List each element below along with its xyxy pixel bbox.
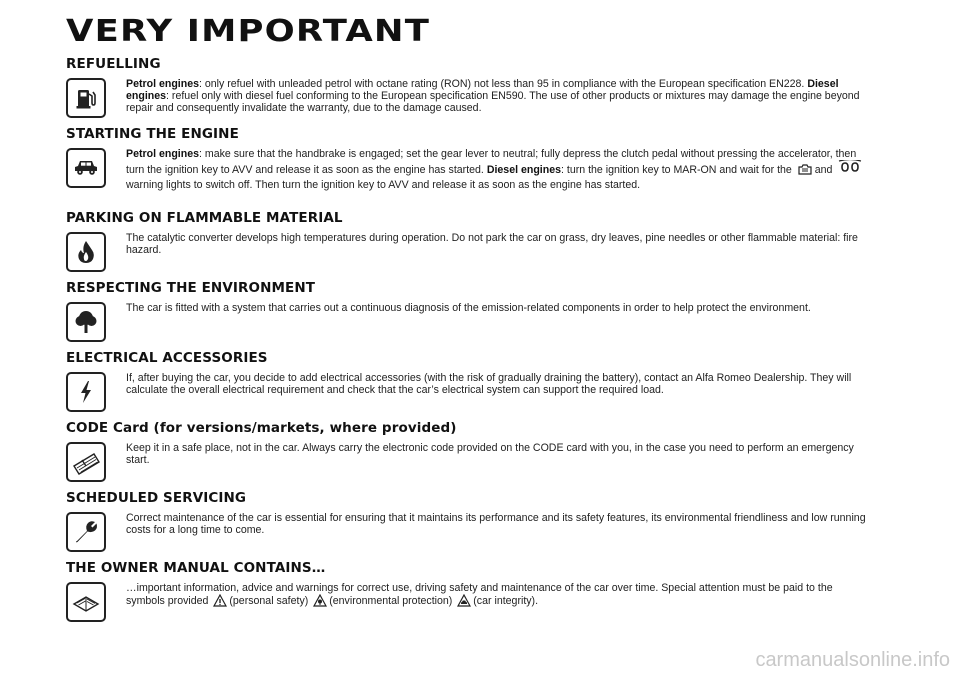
section-heading: ELECTRICAL ACCESSORIES	[66, 350, 268, 366]
section-text	[126, 582, 866, 610]
fire-icon	[66, 232, 106, 272]
text-span: (environmental protection)	[329, 595, 453, 607]
section-heading: SCHEDULED SERVICING	[66, 490, 247, 506]
car-integrity-icon	[457, 594, 471, 610]
glow-plug-icon	[837, 160, 863, 179]
section-heading: THE OWNER MANUAL CONTAINS…	[66, 560, 326, 576]
text-span: : refuel only with diesel fuel conforming to the European specification EN590. The use of other products or mixtures may damage the engine beyond repair and consequently invalidate the warranty, due to the damage caused.	[126, 90, 860, 114]
open-book-icon	[66, 582, 106, 622]
text-span: …important information, advice and warnings for correct use, driving safety and maintenance of the car over time. Special attention must be paid to the symbols provided	[126, 582, 833, 607]
page-title: VERY IMPORTANT	[66, 14, 431, 49]
fuel-pump-icon	[66, 78, 106, 118]
section-text	[126, 148, 866, 191]
car-icon	[66, 148, 106, 188]
section-text: If, after buying the car, you decide to add electrical accessories (with the risk of gradually draining the battery), contact an Alfa Romeo Dealership. They will calculate the overall electrical requirement and check that the car’s electrical system can support the required load.	[126, 372, 852, 396]
watermark: carmanualsonline.info	[755, 649, 950, 671]
section-owner-manual	[66, 560, 866, 610]
section-parking-flammable	[66, 210, 866, 256]
engine-warning-icon	[797, 163, 813, 179]
section-text: Keep it in a safe place, not in the car. Always carry the electronic code provided on the CODE card with you, in the case you need to perform an emergency start.	[126, 442, 854, 466]
section-heading: REFUELLING	[66, 56, 161, 72]
section-servicing	[66, 490, 866, 536]
code-card-icon	[66, 442, 106, 482]
text-span: (car integrity).	[473, 595, 539, 607]
text-span: (personal safety)	[229, 595, 309, 607]
wrench-icon	[66, 512, 106, 552]
section-heading: PARKING ON FLAMMABLE MATERIAL	[66, 210, 343, 226]
lightning-icon	[66, 372, 106, 412]
section-text: The car is fitted with a system that carries out a continuous diagnosis of the emission-related components in order to help protect the environment.	[126, 302, 811, 314]
section-starting-engine	[66, 126, 866, 191]
environment-protection-icon	[313, 594, 327, 610]
text-span: warning lights to switch off. Then turn the ignition key to AVV and release it as soon as the engine has started.	[126, 179, 641, 191]
personal-safety-icon	[213, 594, 227, 610]
section-heading: CODE Card (for versions/markets, where provided)	[66, 420, 457, 436]
bold-term: Diesel engines	[126, 78, 839, 102]
section-code-card	[66, 420, 866, 466]
bold-term: Diesel engines	[486, 164, 561, 176]
tree-icon	[66, 302, 106, 342]
section-electrical	[66, 350, 866, 396]
text-span: : turn the ignition key to MAR-ON and wait for the	[561, 164, 792, 176]
section-refuelling	[66, 56, 866, 114]
section-environment	[66, 280, 866, 314]
bold-term: Petrol engines	[126, 78, 199, 90]
section-text: Correct maintenance of the car is essential for ensuring that it maintains its performance and its safety features, its environmental friendliness and low running costs for a long time to come.	[126, 512, 866, 536]
section-heading: STARTING THE ENGINE	[66, 126, 239, 142]
text-span: : make sure that the handbrake is engaged; set the gear lever to neutral; fully depress the clutch pedal without pressing the accelerator, then turn the ignition key to AVV and release it as soon as the engine has started.	[126, 148, 857, 176]
text-span: and	[814, 164, 833, 176]
section-heading: RESPECTING THE ENVIRONMENT	[66, 280, 316, 296]
bold-term: Petrol engines	[126, 148, 199, 160]
section-text: The catalytic converter develops high temperatures during operation. Do not park the car on grass, dry leaves, pine needles or other flammable material: fire hazard.	[126, 232, 858, 256]
text-span: : only refuel with unleaded petrol with octane rating (RON) not less than 95 in compliance with the European specification EN228.	[199, 78, 808, 90]
section-text	[126, 78, 866, 114]
